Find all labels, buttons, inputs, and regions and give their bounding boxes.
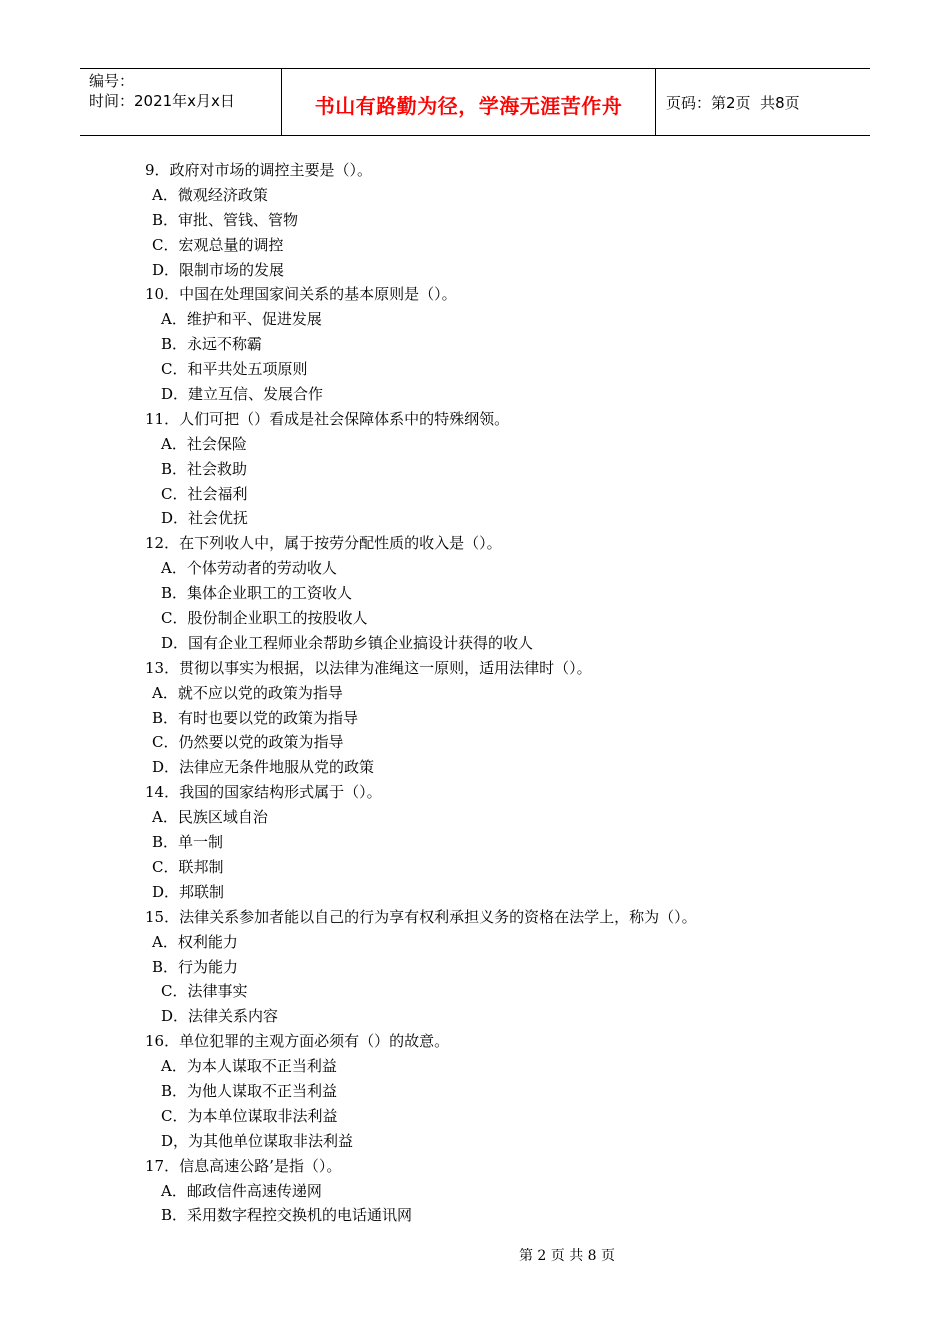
- question-line: 13．贯彻以事实为根据，以法律为准绳这一原则，适用法律时（）。: [145, 658, 592, 677]
- option-line: A．个体劳动者的劳动收人: [161, 559, 337, 578]
- option-line: B．审批、管钱、管物: [152, 210, 299, 229]
- question-line: 10．中国在处理国家间关系的基本原则是（）。: [145, 285, 457, 304]
- time-label: 时间：2021年x月x日: [89, 92, 235, 110]
- option-line: B．单一制: [152, 833, 224, 852]
- option-line: C．联邦制: [152, 857, 224, 876]
- question-line: 9．政府对市场的调控主要是（）。: [145, 161, 373, 179]
- header-page-cell: [656, 69, 870, 135]
- option-line: D．法律关系内容: [161, 1007, 279, 1026]
- option-line: C．仍然要以党的政策为指导: [152, 733, 344, 752]
- header-motto-cell: [282, 69, 656, 135]
- option-line: A．为本人谋取不正当利益: [161, 1057, 337, 1076]
- option-line: C．宏观总量的调控: [152, 235, 284, 254]
- option-line: B．为他人谋取不正当利益: [161, 1081, 338, 1100]
- option-line: C．为本单位谋取非法利益: [161, 1106, 338, 1125]
- page-footer: 第 2 页 共 8 页: [518, 1248, 616, 1264]
- option-line: D．法律应无条件地服从党的政策: [152, 758, 375, 777]
- question-list: [0, 158, 950, 1228]
- option-line: A．社会保险: [161, 434, 247, 453]
- option-line: D．国有企业工程师业余帮助乡镇企业搞设计获得的收人: [161, 633, 534, 652]
- option-line: B．采用数字程控交换机的电话通讯网: [161, 1206, 413, 1225]
- option-line: B．社会救助: [161, 459, 248, 478]
- page-header: [80, 68, 870, 136]
- option-line: D．建立互信、发展合作: [161, 385, 324, 404]
- option-line: B．行为能力: [152, 957, 239, 976]
- question-line: 12．在下列收人中，属于按劳分配性质的收入是（）。: [145, 534, 502, 553]
- option-line: D，为其他单位谋取非法利益: [161, 1131, 354, 1150]
- option-line: C．法律事实: [161, 982, 248, 1001]
- page-info: 页码：第2页 共8页: [666, 93, 800, 112]
- option-line: A．权利能力: [152, 932, 238, 951]
- option-line: A．维护和平、促进发展: [161, 310, 322, 329]
- option-line: C．社会福利: [161, 484, 248, 503]
- question-line: 15．法律关系参加者能以自己的行为享有权利承担义务的资格在法学上，称为（）。: [145, 907, 697, 926]
- option-line: A．民族区域自治: [152, 808, 268, 827]
- option-line: A．微观经济政策: [152, 185, 268, 204]
- option-line: C．股份制企业职工的按股收人: [161, 609, 368, 628]
- question-line: 16．单位犯罪的主观方面必须有（）的故意。: [145, 1032, 450, 1051]
- question-line: 11．人们可把（）看成是社会保障体系中的特殊纲领。: [145, 409, 510, 428]
- option-line: A．邮政信件高速传递网: [161, 1181, 322, 1200]
- number-label: 编号：: [89, 72, 135, 90]
- header-meta-cell: [80, 69, 282, 135]
- option-line: A．就不应以党的政策为指导: [152, 683, 343, 702]
- question-line: 14．我国的国家结构形式属于（）。: [145, 783, 382, 802]
- option-line: B．永远不称霸: [161, 335, 263, 354]
- motto-text: 书山有路勤为径，学海无涯苦作舟: [314, 93, 623, 118]
- option-line: B．集体企业职工的工资收人: [161, 584, 353, 603]
- option-line: B．有时也要以党的政策为指导: [152, 708, 359, 727]
- question-line: 17．信息高速公路’是指（）。: [145, 1156, 342, 1175]
- option-line: D．邦联制: [152, 882, 225, 901]
- option-line: C．和平共处五项原则: [161, 360, 308, 379]
- option-line: D．社会优抚: [161, 509, 249, 528]
- option-line: D．限制市场的发展: [152, 260, 285, 279]
